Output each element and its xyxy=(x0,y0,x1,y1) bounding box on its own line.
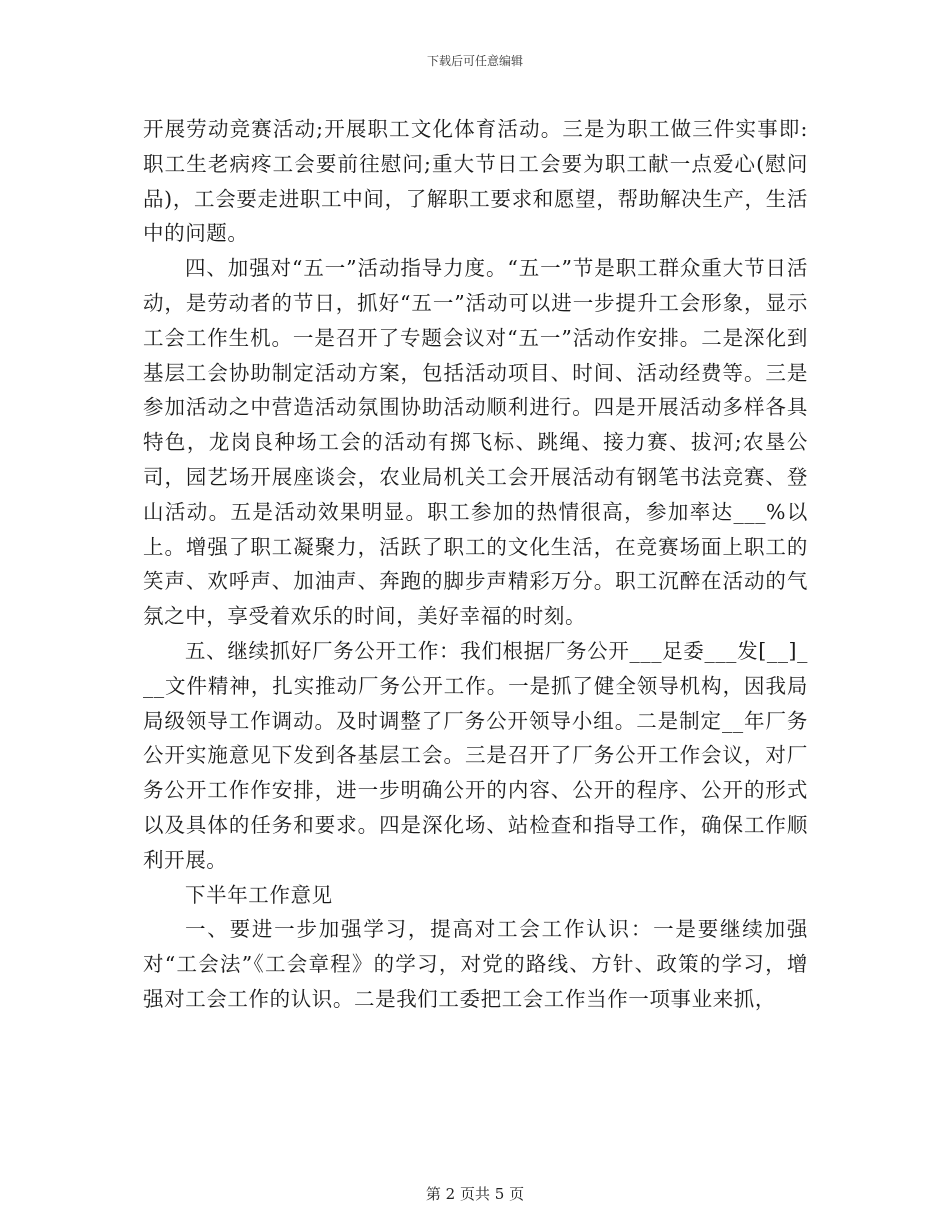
paragraph-plan-one: 一、要进一步加强学习，提高对工会工作认识：一是要继续加强对“工会法”《工会章程》的学习，对党的路线、方针、政策的学习，增强对工会工作的认识。二是我们工委把工会工作当作一项事业来抓， xyxy=(143,917,808,1011)
page-number: 第 2 页共 5 页 xyxy=(425,1185,525,1203)
paragraph-section-four: 四、加强对“五一”活动指导力度。“五一”节是职工群众重大节日活动，是劳动者的节日，抓好“五一”活动可以进一步提升工会形象，显示工会工作生机。一是召开了专题会议对“五一”活动作安排。二是深化到基层工会协助制定活动方案，包括活动项目、时间、活动经费等。三是参加活动之中营造活动氛围协助活动顺利进行。四是开展活动多样各具特色，龙岗良种场工会的活动有掷飞标、跳绳、接力赛、拔河;农垦公司，园艺场开展座谈会，农业局机关工会开展活动有钢笔书法竞赛、登山活动。五是活动效果明显。职工参加的热情很高，参加率达___%以上。增强了职工凝聚力，活跃了职工的文化生活，在竞赛场面上职工的笑声、欢呼声、加油声、奔跑的脚步声精彩万分。职工沉醉在活动的气氛之中，享受着欢乐的时间，美好幸福的时刻。 xyxy=(143,256,808,629)
document-body xyxy=(143,112,808,1017)
page-header: 下载后可任意编辑 xyxy=(426,54,523,68)
section-heading: 下半年工作意见 xyxy=(185,882,333,907)
paragraph-section-five: 五、继续抓好厂务公开工作：我们根据厂务公开___足委___发[__]___文件精神，扎实推动厂务公开工作。一是抓了健全领导机构，因我局局级领导工作调动。及时调整了厂务公开领导小组。二是制定__年厂务公开实施意见下发到各基层工会。三是召开了厂务公开工作会议，对厂务公开工作作安排，进一步明确公开的内容、公开的程序、公开的形式以及具体的任务和要求。四是深化场、站检查和指导工作，确保工作顺利开展。 xyxy=(143,638,808,872)
paragraph-continuation: 开展劳动竞赛活动;开展职工文化体育活动。三是为职工做三件实事即:职工生老病疼工会要前往慰问;重大节日工会要为职工献一点爱心(慰问品)，工会要走进职工中间，了解职工要求和愿望，帮助解决生产，生活中的问题。 xyxy=(143,117,808,246)
